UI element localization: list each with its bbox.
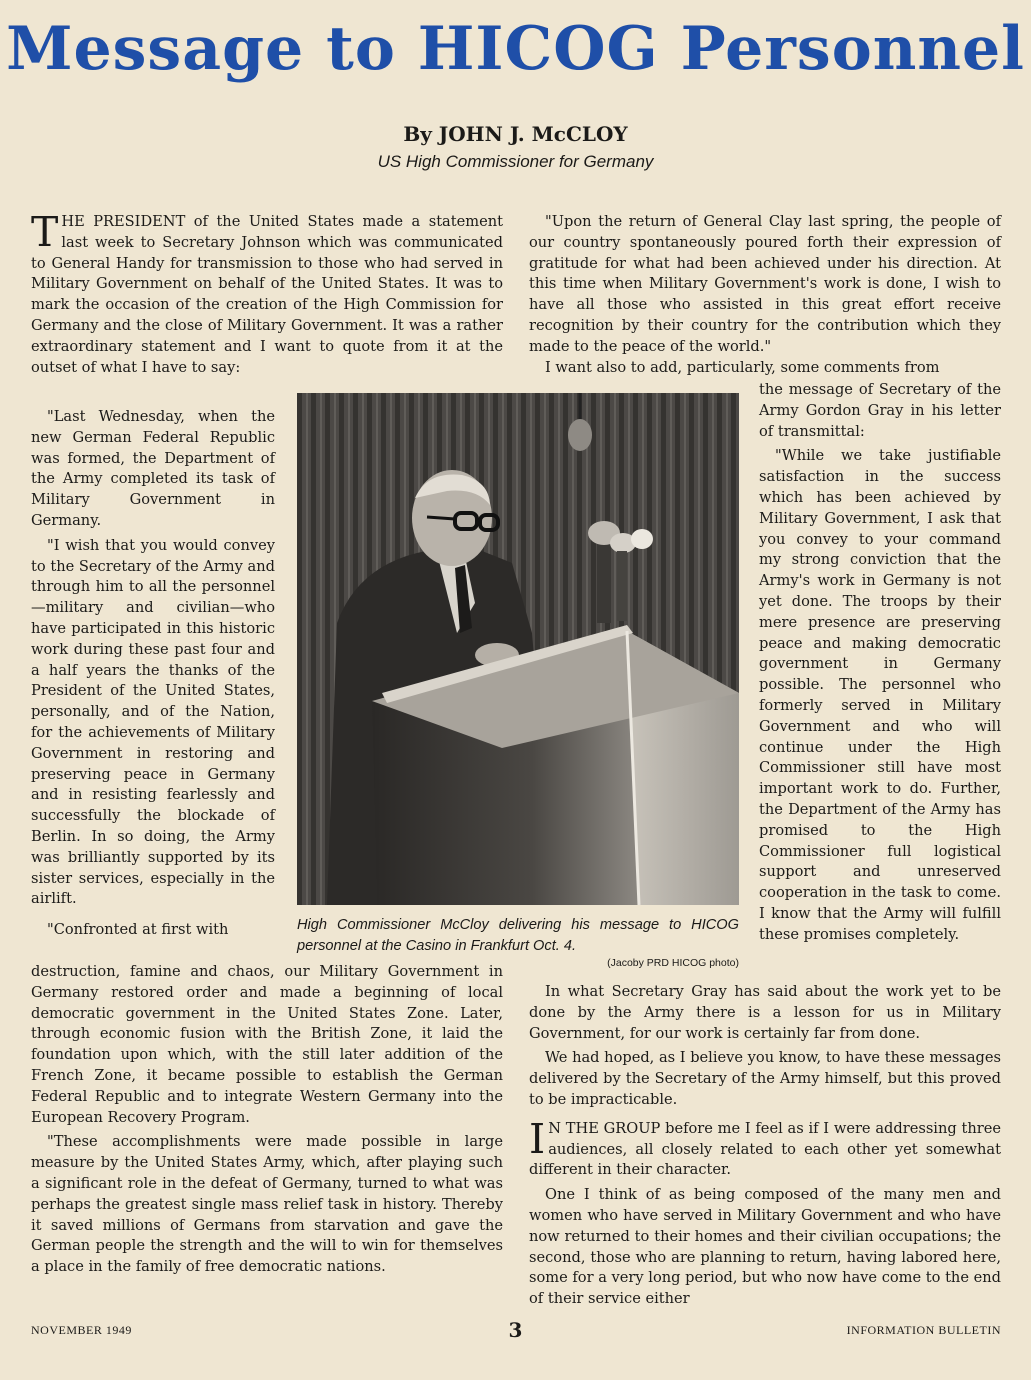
quote-paragraph: "I wish that you would convey to the Secretary of the Army and through him to all the personnel—military and civilian—who have participated in this historic work during these past four and a half years the thanks of the President of the United States, personally, and of the Nation, for the achievements of Military Government in restoring and preserving peace in Germany and in resisting fearlessly and successfully the blockade of Berlin. In so doing, the Army was brilliantly supported by its sister services, especially in the airlift. (31, 536, 275, 908)
left-lower-column (31, 962, 503, 1278)
intro-paragraph (31, 208, 503, 378)
right-top-column (529, 212, 1001, 378)
footer-date: NOVEMBER 1949 (31, 1323, 132, 1337)
body-paragraph: In what Secretary Gray has said about the work yet to be done by the Army there is a lesson for us in Military Government, for our work is certainly far from done. (529, 983, 1001, 1042)
quote-paragraph-continued: destruction, famine and chaos, our Military Government in Germany restored order and made a beginning of local democratic government in the United States Zone. Later, through economic fusion with the British Zone, it laid the foundation upon which, with the still later addition of the French Zone, it became possible to establish the German Federal Republic and to integrate Western Germany into the European Recovery Program. (31, 963, 503, 1126)
speaker-photo (297, 393, 739, 905)
author-title: US High Commissioner for Germany (377, 152, 654, 171)
left-narrow-column (31, 407, 275, 941)
right-lower-column (529, 982, 1001, 1310)
body-paragraph: I want also to add, particularly, some comments from (545, 358, 940, 376)
byline: By JOHN J. McCLOY (403, 122, 628, 146)
footer-publication: INFORMATION BULLETIN (846, 1323, 1001, 1337)
photo-credit: (Jacoby PRD HICOG photo) (607, 957, 739, 969)
photo-caption: High Commissioner McCloy delivering his message to HICOG personnel at the Casino in Frankfurt Oct. 4. (297, 917, 739, 954)
drop-cap: I (529, 1114, 546, 1163)
quote-paragraph: "While we take justifiable satisfaction in the success which has been achieved by Military Government, I ask that you convey to your command my strong conviction that the Army's work in Germany is not yet done. The troops by their mere presence are preserving peace and making democratic government in Germany possible. The personnel who formerly served in Military Government and who will continue under the High Commissioner still have most important work to do. Further, the Department of the Army has promised to the High Commissioner full logistical support and unreserved cooperation in the task to come. I know that the Army will fulfill these promises completely. (759, 447, 1001, 943)
section-text: N THE GROUP before me I feel as if I were addressing three audiences, all closely related to each other yet somewhat different in their character. (529, 1119, 1001, 1179)
quote-paragraph: "These accomplishments were made possible in large measure by the United States Army, which, after playing such a significant role in the defeat of Germany, turned to what was perhaps the greatest single mass relief task in history. Thereby it saved millions of Germans from starvation and gave the German people the strength and the will to win for themselves a place in the family of free democratic nations. (31, 1133, 503, 1276)
body-paragraph: the message of Secretary of the Army Gordon Gray in his letter of transmittal: (759, 381, 1001, 440)
right-narrow-column (759, 380, 1001, 946)
body-paragraph: We had hoped, as I believe you know, to have these messages delivered by the Secretary of the Army himself, but this proved to be impracticable. (529, 1049, 1001, 1108)
page-title: Message to HICOG Personnel (6, 14, 1025, 84)
intro-text: HE PRESIDENT of the United States made a statement last week to Secretary Johnson which was communicated to General Handy for transmission to those who had served in Military Government on behalf of the United States. It was to mark the occasion of the creation of the High Commission for Germany and the close of Military Government. It was a rather extraordinary statement and I want to quote from it at the outset of what I have to say: (31, 213, 503, 376)
section-paragraph (529, 1114, 1001, 1181)
quote-paragraph-start: "Confronted at first with (47, 921, 229, 939)
body-paragraph: One I think of as being composed of the many men and women who have served in Military Government and who have now returned to their homes and their civilian occupations; the second, those who are planning to return, having labored here, some for a very long period, but who now have come to the end of their service either (529, 1186, 1001, 1308)
page-number: 3 (508, 1318, 523, 1342)
quote-paragraph: "Upon the return of General Clay last spring, the people of our country spontaneously poured forth their expression of gratitude for what had been achieved under his direction. At this time when Military Government's work is done, I wish to have all those who assisted in this great effort receive recognition by their country for the contribution which they made to the peace of the world." (529, 213, 1001, 355)
quote-paragraph: "Last Wednesday, when the new German Federal Republic was formed, the Department of the Army completed its task of Military Government in Germany. (31, 408, 275, 529)
drop-cap: T (31, 208, 59, 256)
